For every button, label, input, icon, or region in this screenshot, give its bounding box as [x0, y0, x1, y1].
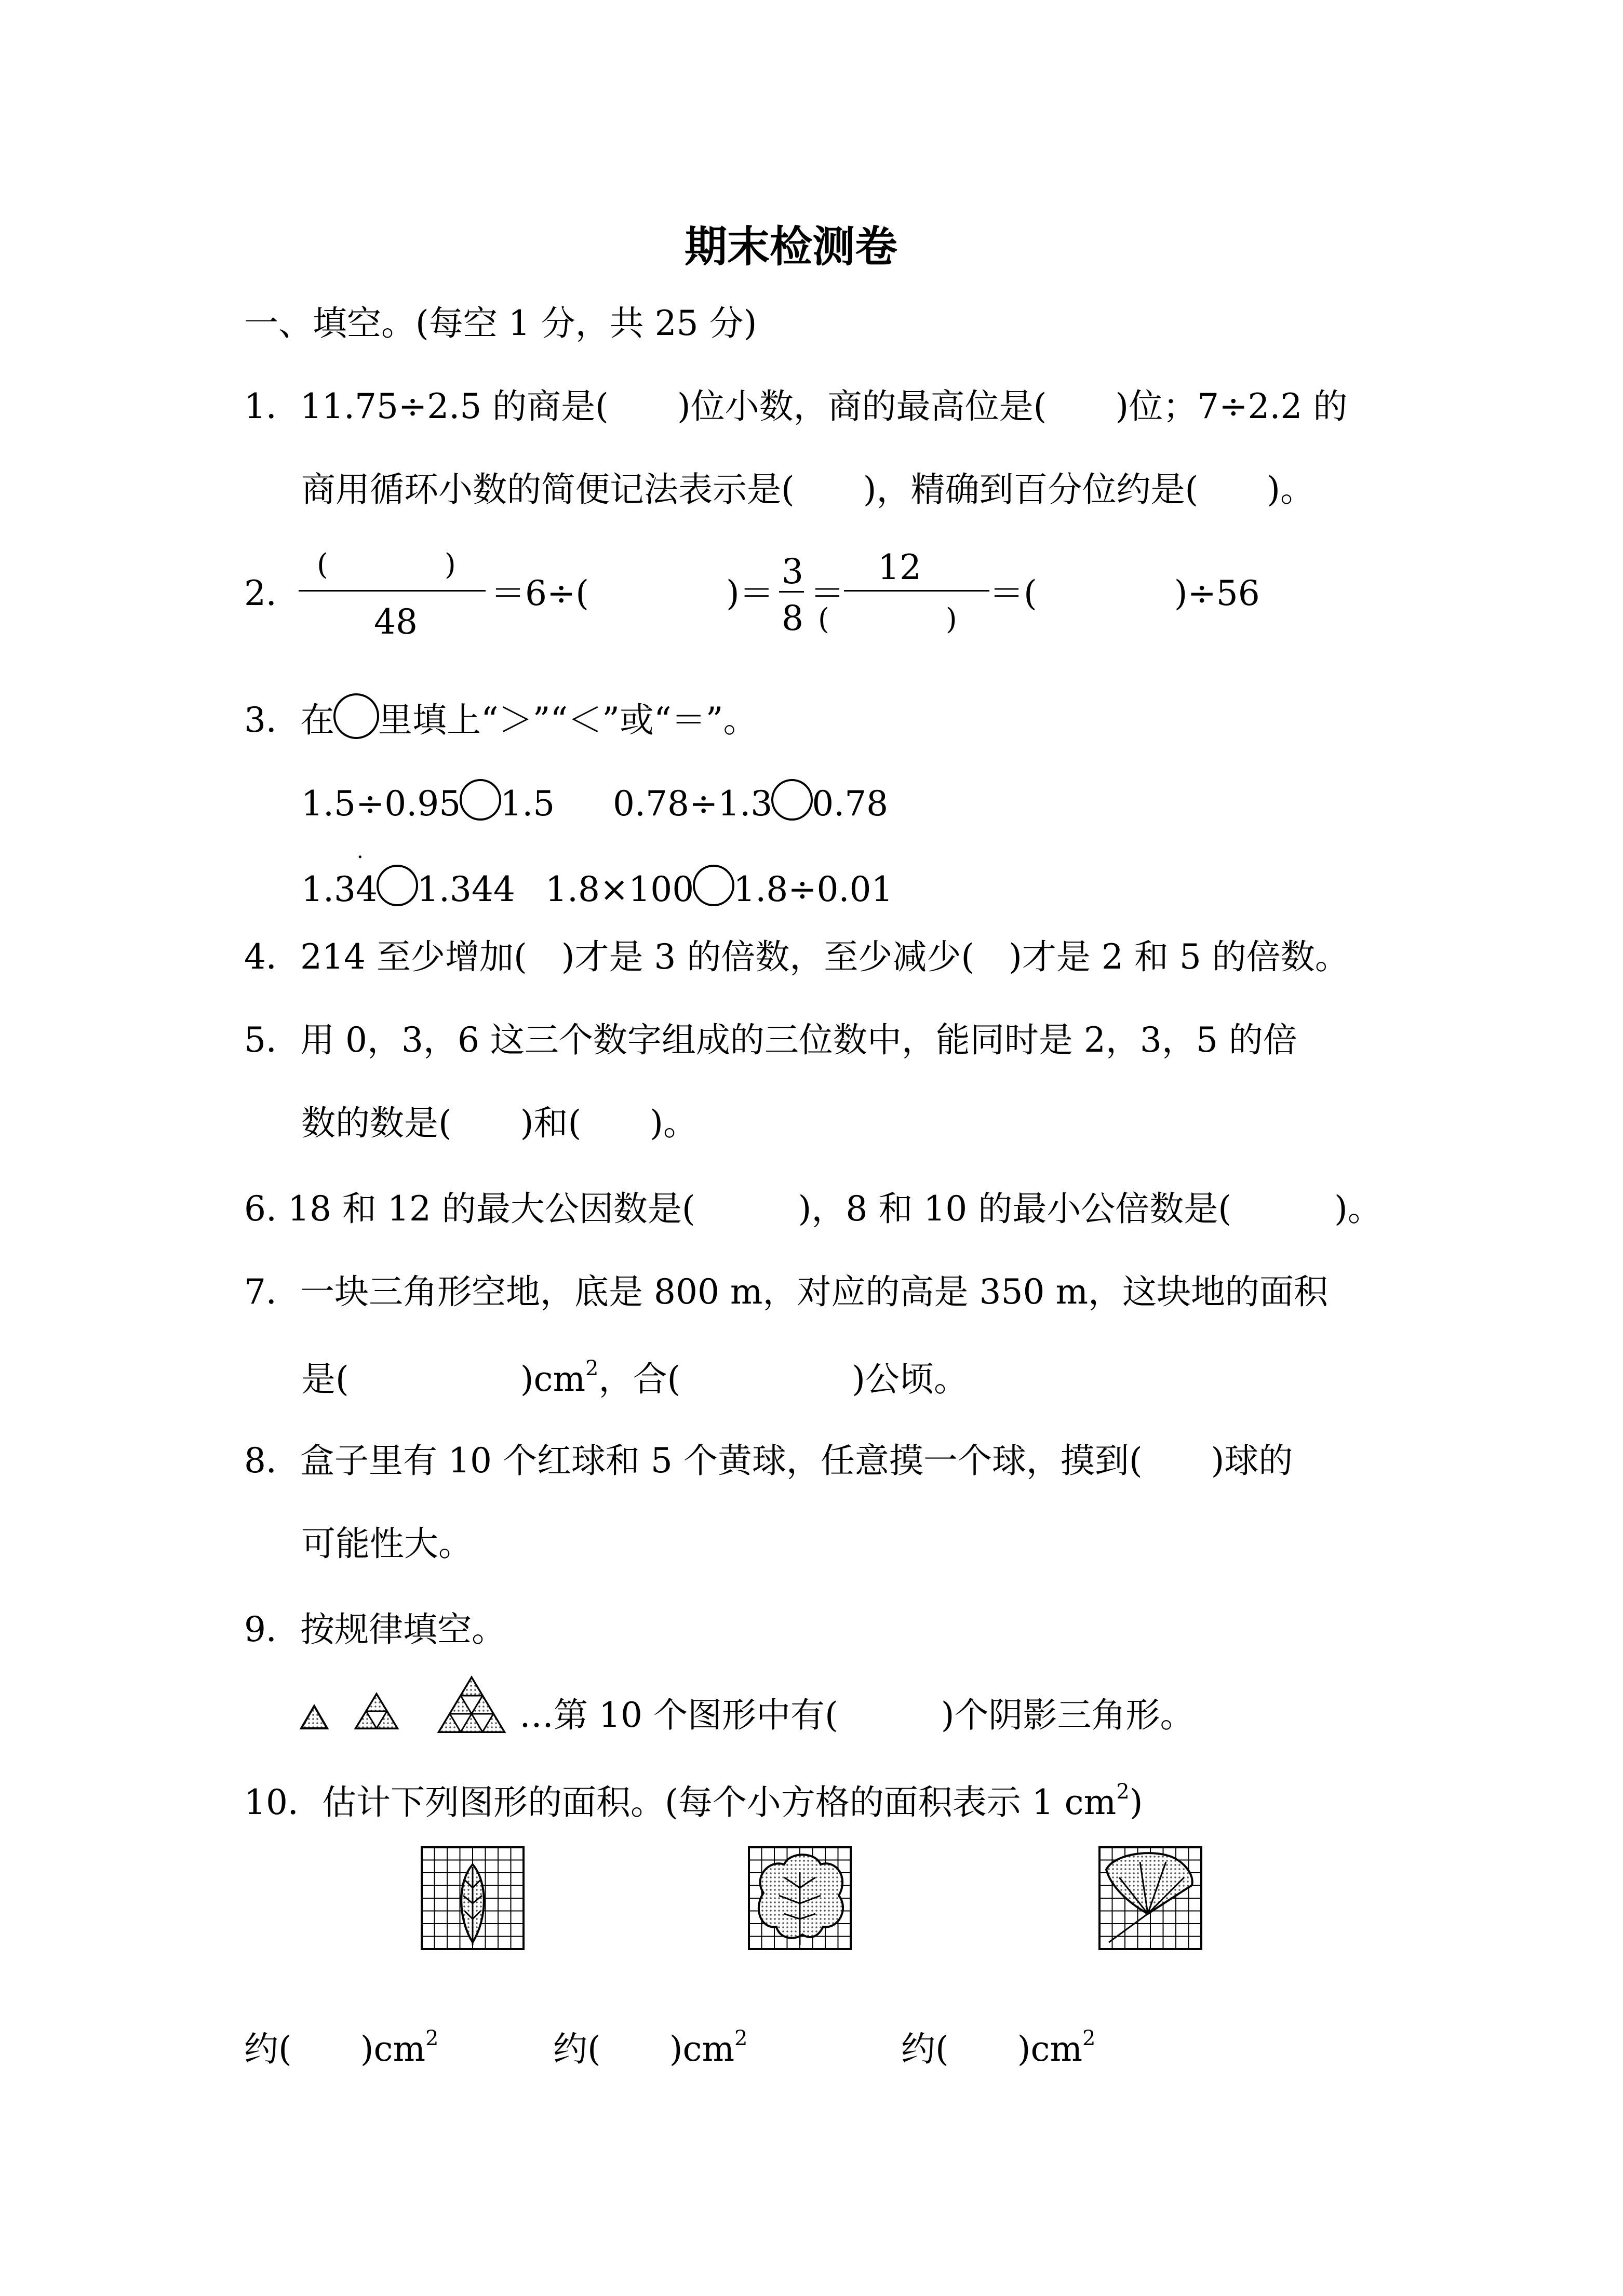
q2-frac1-bar	[299, 590, 486, 592]
q3-d-right: 1.8÷0.01	[733, 869, 893, 909]
q3-b-left: 0.78÷1.3	[613, 784, 773, 824]
q1-line2: 商用循环小数的简便记法表示是( )，精确到百分位约是( )。	[301, 469, 1315, 509]
q2-frac3-denominator: ( )	[818, 602, 957, 636]
answer-circle-b[interactable]	[771, 779, 813, 821]
q3-a-right: 1.5	[500, 784, 555, 824]
q3-row2-right	[545, 865, 893, 907]
cabbage-leaf-grid-icon	[748, 1846, 852, 1950]
q10-answer-3-text: 约( )cm	[901, 2029, 1083, 2069]
section-heading: 一、填空。(每空 1 分，共 25 分)	[244, 303, 757, 343]
answer-circle-c[interactable]	[377, 865, 418, 906]
q7-line2	[301, 1358, 968, 1397]
q10-answer-3	[901, 2026, 1096, 2069]
q4-line: 4．214 至少增加( )才是 3 的倍数，至少减少( )才是 2 和 5 的倍数。	[244, 937, 1349, 977]
q9-line1: 9．按规律填空。	[244, 1609, 506, 1649]
q3-c-left: 1.34	[301, 869, 378, 909]
q5-line2: 数的数是( )和( )。	[301, 1103, 698, 1143]
q10-answer-1-sup: 2	[425, 2026, 439, 2050]
leaf-grid-icon	[421, 1846, 525, 1950]
q2-frac2-bar	[779, 591, 804, 593]
q3-row1-left	[301, 779, 555, 824]
compare-circle-icon	[333, 693, 379, 739]
q10-answer-3-sup: 2	[1082, 2026, 1096, 2050]
q3-post: 里填上“＞”“＜”或“＝”。	[378, 700, 758, 740]
q10-answer-1	[244, 2026, 439, 2069]
q2-eq3: ＝( )÷56	[989, 573, 1260, 613]
ginkgo-leaf-grid-icon	[1098, 1846, 1202, 1950]
triangle-3-icon	[439, 1677, 504, 1732]
answer-circle-a[interactable]	[460, 779, 501, 821]
q7-line2-b: ，合( )公顷。	[598, 1359, 968, 1399]
q3-d-left: 1.8×100	[545, 869, 694, 909]
q10-answer-2-sup: 2	[734, 2026, 748, 2050]
q2-frac1-denominator: 48	[374, 602, 418, 642]
q2-frac2-numerator: 3	[782, 552, 803, 592]
q7-line1: 7．一块三角形空地，底是 800 m，对应的高是 350 m，这块地的面积	[244, 1272, 1329, 1312]
q3-pre: 3．在	[244, 700, 334, 740]
q3-row2-left	[301, 865, 515, 907]
q10-answer-1-text: 约( )cm	[244, 2029, 426, 2069]
q5-line1: 5．用 0，3，6 这三个数字组成的三位数中，能同时是 2，3，5 的倍	[244, 1020, 1297, 1060]
q3-instruction	[244, 693, 757, 739]
q2-frac2-denominator: 8	[782, 598, 803, 638]
q2-eq2: ＝	[810, 573, 844, 613]
q1-line1: 1．11.75÷2.5 的商是( )位小数，商的最高位是( )位；7÷2.2 的	[244, 386, 1348, 426]
q6-line: 6. 18 和 12 的最大公因数是( )，8 和 10 的最小公倍数是( )。	[244, 1189, 1382, 1229]
q10-sup: 2	[1116, 1780, 1130, 1804]
q8-line2: 可能性大。	[301, 1524, 473, 1564]
q2-frac3-bar	[844, 590, 989, 592]
q3-row1-right	[613, 779, 889, 824]
q3-b-right: 0.78	[812, 784, 889, 824]
q2-frac3-numerator: 12	[878, 547, 921, 587]
q10-line1-a: 10．估计下列图形的面积。(每个小方格的面积表示 1 cm	[244, 1782, 1117, 1822]
q2-frac1-numerator: ( )	[317, 548, 456, 582]
q10-answer-2	[553, 2026, 748, 2069]
q7-sup: 2	[585, 1357, 599, 1380]
triangle-2-icon	[356, 1694, 397, 1728]
page-title: 期末检测卷	[685, 222, 898, 272]
q2-eq1: ＝6÷( )＝	[491, 573, 774, 613]
triangle-1-icon	[301, 1706, 327, 1728]
q3-a-left: 1.5÷0.95	[301, 784, 461, 824]
q10-answer-2-text: 约( )cm	[553, 2029, 735, 2069]
repeating-decimal-dot: ·	[357, 845, 364, 869]
answer-circle-d[interactable]	[693, 865, 734, 906]
q10-line1-b: )	[1129, 1782, 1143, 1822]
q8-line1: 8．盒子里有 10 个红球和 5 个黄球，任意摸一个球，摸到( )球的	[244, 1441, 1293, 1481]
q7-line2-a: 是( )cm	[301, 1359, 586, 1399]
q3-c-right: 1.344	[417, 869, 515, 909]
q10-line1	[244, 1781, 1143, 1820]
q2-number: 2．	[244, 573, 300, 613]
q9-line2: …第 10 个图形中有( )个阴影三角形。	[519, 1695, 1195, 1735]
